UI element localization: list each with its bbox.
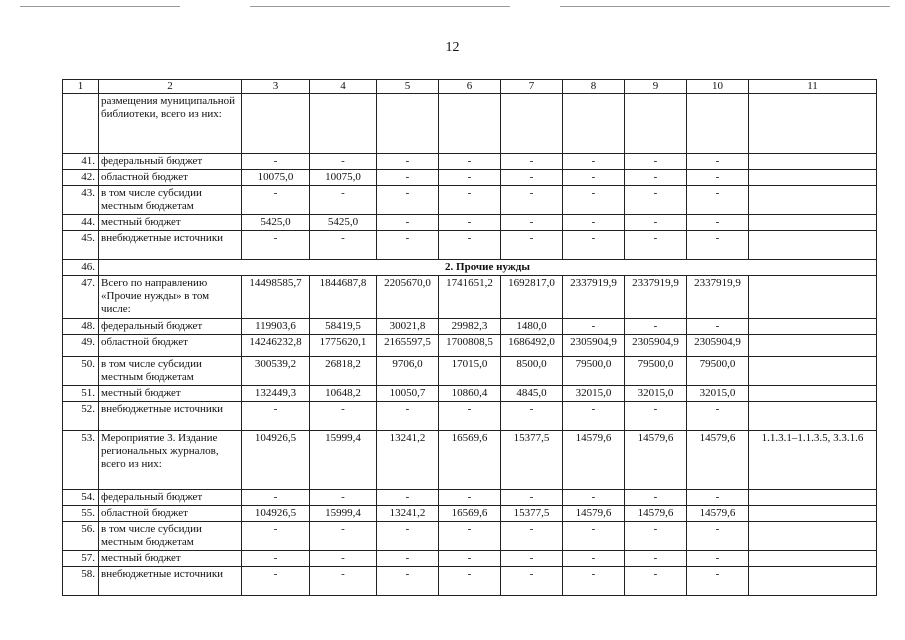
value-cell: 14498585,7 [242, 276, 310, 319]
value-cell: - [501, 154, 563, 170]
column-number-header: 6 [439, 80, 501, 94]
value-cell: - [501, 522, 563, 551]
value-cell: 1775620,1 [310, 335, 377, 357]
value-cell: 15377,5 [501, 431, 563, 490]
value-cell: - [687, 319, 749, 335]
value-cell: 2337919,9 [625, 276, 687, 319]
column-number-header: 7 [501, 80, 563, 94]
indicator-code-cell [749, 357, 877, 386]
column-number-header: 2 [99, 80, 242, 94]
value-cell: 13241,2 [377, 506, 439, 522]
value-cell: - [310, 402, 377, 431]
value-cell: - [310, 231, 377, 260]
value-cell: - [310, 522, 377, 551]
value-cell: 13241,2 [377, 431, 439, 490]
column-number-header: 4 [310, 80, 377, 94]
table-row [63, 522, 877, 551]
value-cell: 15999,4 [310, 431, 377, 490]
value-cell: 15999,4 [310, 506, 377, 522]
table-row [63, 170, 877, 186]
indicator-code-cell [749, 215, 877, 231]
indicator-code-cell [749, 402, 877, 431]
value-cell: 5425,0 [242, 215, 310, 231]
value-cell: - [625, 319, 687, 335]
row-label: внебюджетные источники [99, 402, 242, 431]
value-cell: - [377, 231, 439, 260]
page-number: 12 [445, 40, 460, 55]
value-cell: 1686492,0 [501, 335, 563, 357]
indicator-code-cell [749, 567, 877, 596]
value-cell: 104926,5 [242, 431, 310, 490]
indicator-code-cell [749, 94, 877, 154]
value-cell: - [563, 215, 625, 231]
row-number: 54. [63, 490, 99, 506]
row-number: 44. [63, 215, 99, 231]
value-cell [563, 94, 625, 154]
value-cell: 32015,0 [625, 386, 687, 402]
row-number: 56. [63, 522, 99, 551]
indicator-code-cell [749, 522, 877, 551]
value-cell [242, 94, 310, 154]
table-row [63, 335, 877, 357]
row-number: 57. [63, 551, 99, 567]
value-cell: - [563, 186, 625, 215]
value-cell: - [563, 231, 625, 260]
row-label: внебюджетные источники [99, 231, 242, 260]
column-number-header: 10 [687, 80, 749, 94]
value-cell: - [439, 402, 501, 431]
value-cell: - [687, 170, 749, 186]
row-number: 42. [63, 170, 99, 186]
value-cell: 5425,0 [310, 215, 377, 231]
value-cell: - [625, 154, 687, 170]
value-cell: 10075,0 [242, 170, 310, 186]
row-label: местный бюджет [99, 551, 242, 567]
row-label: в том числе субсидии местным бюджетам [99, 357, 242, 386]
table-row [63, 357, 877, 386]
column-number-header: 8 [563, 80, 625, 94]
value-cell: - [377, 186, 439, 215]
row-label: федеральный бюджет [99, 319, 242, 335]
table-row [63, 231, 877, 260]
value-cell: - [242, 154, 310, 170]
value-cell: - [439, 490, 501, 506]
value-cell: - [377, 551, 439, 567]
value-cell: - [687, 490, 749, 506]
value-cell: - [310, 567, 377, 596]
table-row [63, 319, 877, 335]
value-cell: - [625, 522, 687, 551]
value-cell: - [687, 551, 749, 567]
value-cell: - [625, 567, 687, 596]
scan-edge-line-mid [250, 6, 510, 7]
table-row [63, 402, 877, 431]
value-cell: 132449,3 [242, 386, 310, 402]
value-cell: 2305904,9 [563, 335, 625, 357]
row-number: 43. [63, 186, 99, 215]
row-label: размещения муниципальной библиотеки, всего из них: [99, 94, 242, 154]
value-cell: - [625, 490, 687, 506]
value-cell: - [439, 170, 501, 186]
value-cell: - [439, 567, 501, 596]
value-cell [377, 94, 439, 154]
section-row [63, 260, 877, 276]
value-cell: - [439, 231, 501, 260]
value-cell: - [625, 170, 687, 186]
value-cell [625, 94, 687, 154]
value-cell: 30021,8 [377, 319, 439, 335]
row-label: местный бюджет [99, 215, 242, 231]
row-number: 50. [63, 357, 99, 386]
row-number: 45. [63, 231, 99, 260]
value-cell: - [625, 186, 687, 215]
value-cell [439, 94, 501, 154]
value-cell: - [501, 215, 563, 231]
value-cell: 1692817,0 [501, 276, 563, 319]
value-cell: 9706,0 [377, 357, 439, 386]
value-cell: 79500,0 [625, 357, 687, 386]
table-row [63, 215, 877, 231]
row-label: в том числе субсидии местным бюджетам [99, 522, 242, 551]
value-cell: - [563, 522, 625, 551]
value-cell: 15377,5 [501, 506, 563, 522]
value-cell: - [377, 170, 439, 186]
value-cell: - [563, 567, 625, 596]
value-cell: 2305904,9 [687, 335, 749, 357]
value-cell: - [242, 490, 310, 506]
value-cell: 2205670,0 [377, 276, 439, 319]
value-cell: - [563, 490, 625, 506]
value-cell: - [625, 215, 687, 231]
row-label: областной бюджет [99, 335, 242, 357]
budget-table [62, 79, 877, 596]
value-cell: 14579,6 [687, 431, 749, 490]
row-number: 58. [63, 567, 99, 596]
value-cell: - [242, 551, 310, 567]
value-cell: 32015,0 [687, 386, 749, 402]
row-label: Мероприятие 3. Издание региональных журналов, всего из них: [99, 431, 242, 490]
row-label: федеральный бюджет [99, 490, 242, 506]
value-cell: 2165597,5 [377, 335, 439, 357]
row-label: областной бюджет [99, 506, 242, 522]
value-cell: - [563, 551, 625, 567]
value-cell: - [377, 215, 439, 231]
value-cell: 79500,0 [563, 357, 625, 386]
row-number: 48. [63, 319, 99, 335]
value-cell: 1844687,8 [310, 276, 377, 319]
value-cell: - [563, 170, 625, 186]
value-cell: 300539,2 [242, 357, 310, 386]
column-number-header: 9 [625, 80, 687, 94]
indicator-code-cell [749, 386, 877, 402]
value-cell: - [377, 522, 439, 551]
value-cell: - [687, 402, 749, 431]
value-cell: - [625, 551, 687, 567]
scan-edge-line-left [20, 6, 180, 7]
value-cell: - [377, 402, 439, 431]
value-cell: - [242, 402, 310, 431]
row-number [63, 94, 99, 154]
value-cell [687, 94, 749, 154]
value-cell: 16569,6 [439, 506, 501, 522]
value-cell: - [439, 551, 501, 567]
value-cell: 58419,5 [310, 319, 377, 335]
row-number: 55. [63, 506, 99, 522]
row-label: в том числе субсидии местным бюджетам [99, 186, 242, 215]
value-cell: - [310, 186, 377, 215]
table-row [63, 506, 877, 522]
value-cell: 1480,0 [501, 319, 563, 335]
value-cell: 14579,6 [625, 431, 687, 490]
row-label: федеральный бюджет [99, 154, 242, 170]
table-row [63, 490, 877, 506]
row-label: местный бюджет [99, 386, 242, 402]
indicator-code-cell [749, 276, 877, 319]
value-cell: 1741651,2 [439, 276, 501, 319]
value-cell: - [563, 154, 625, 170]
table-row [63, 567, 877, 596]
value-cell: - [377, 567, 439, 596]
value-cell: - [439, 186, 501, 215]
value-cell: - [501, 170, 563, 186]
row-label: внебюджетные источники [99, 567, 242, 596]
value-cell: - [687, 522, 749, 551]
value-cell: - [242, 186, 310, 215]
scan-edge-line-right [560, 6, 890, 7]
value-cell: 8500,0 [501, 357, 563, 386]
row-number: 49. [63, 335, 99, 357]
value-cell: - [501, 551, 563, 567]
value-cell: 10075,0 [310, 170, 377, 186]
value-cell: 14246232,8 [242, 335, 310, 357]
value-cell: - [439, 522, 501, 551]
indicator-code-cell [749, 335, 877, 357]
value-cell: 17015,0 [439, 357, 501, 386]
value-cell [310, 94, 377, 154]
table-row [63, 186, 877, 215]
table-row [63, 431, 877, 490]
value-cell: 10648,2 [310, 386, 377, 402]
value-cell: - [687, 215, 749, 231]
value-cell: 14579,6 [563, 506, 625, 522]
value-cell: - [439, 154, 501, 170]
value-cell: - [377, 490, 439, 506]
row-label: областной бюджет [99, 170, 242, 186]
value-cell: 104926,5 [242, 506, 310, 522]
value-cell: 2305904,9 [625, 335, 687, 357]
row-number: 53. [63, 431, 99, 490]
value-cell: - [687, 186, 749, 215]
indicator-code-cell [749, 154, 877, 170]
row-label: Всего по направлению «Прочие нужды» в том числе: [99, 276, 242, 319]
value-cell: - [563, 402, 625, 431]
value-cell: - [310, 551, 377, 567]
value-cell: 2337919,9 [687, 276, 749, 319]
indicator-code-cell [749, 506, 877, 522]
value-cell: - [563, 319, 625, 335]
value-cell: 29982,3 [439, 319, 501, 335]
row-number: 47. [63, 276, 99, 319]
indicator-code-cell: 1.1.3.1–1.1.3.5, 3.3.1.6 [749, 431, 877, 490]
section-title: 2. Прочие нужды [99, 260, 877, 276]
value-cell: - [625, 231, 687, 260]
value-cell: - [242, 231, 310, 260]
value-cell: - [439, 215, 501, 231]
value-cell: 1700808,5 [439, 335, 501, 357]
value-cell: - [242, 567, 310, 596]
table-row [63, 276, 877, 319]
indicator-code-cell [749, 170, 877, 186]
value-cell: 26818,2 [310, 357, 377, 386]
table-body [63, 94, 877, 596]
indicator-code-cell [749, 319, 877, 335]
value-cell: 14579,6 [687, 506, 749, 522]
indicator-code-cell [749, 551, 877, 567]
value-cell: - [310, 490, 377, 506]
table-row [63, 386, 877, 402]
value-cell: 16569,6 [439, 431, 501, 490]
column-number-header: 5 [377, 80, 439, 94]
value-cell: 14579,6 [563, 431, 625, 490]
value-cell: 4845,0 [501, 386, 563, 402]
indicator-code-cell [749, 231, 877, 260]
value-cell: - [501, 186, 563, 215]
column-number-row [63, 80, 877, 94]
table-row [63, 94, 877, 154]
indicator-code-cell [749, 490, 877, 506]
value-cell: - [687, 567, 749, 596]
value-cell: 10050,7 [377, 386, 439, 402]
row-number: 46. [63, 260, 99, 276]
row-number: 51. [63, 386, 99, 402]
value-cell: - [377, 154, 439, 170]
row-number: 52. [63, 402, 99, 431]
column-number-header: 3 [242, 80, 310, 94]
value-cell: - [501, 402, 563, 431]
table-row [63, 154, 877, 170]
value-cell: 32015,0 [563, 386, 625, 402]
value-cell: - [501, 567, 563, 596]
value-cell: 10860,4 [439, 386, 501, 402]
column-number-header: 1 [63, 80, 99, 94]
value-cell: - [625, 402, 687, 431]
value-cell: - [687, 154, 749, 170]
value-cell: - [687, 231, 749, 260]
value-cell: 2337919,9 [563, 276, 625, 319]
value-cell [501, 94, 563, 154]
value-cell: - [242, 522, 310, 551]
table-row [63, 551, 877, 567]
value-cell: 79500,0 [687, 357, 749, 386]
row-number: 41. [63, 154, 99, 170]
value-cell: 119903,6 [242, 319, 310, 335]
value-cell: 14579,6 [625, 506, 687, 522]
value-cell: - [501, 231, 563, 260]
value-cell: - [501, 490, 563, 506]
value-cell: - [310, 154, 377, 170]
indicator-code-cell [749, 186, 877, 215]
column-number-header: 11 [749, 80, 877, 94]
